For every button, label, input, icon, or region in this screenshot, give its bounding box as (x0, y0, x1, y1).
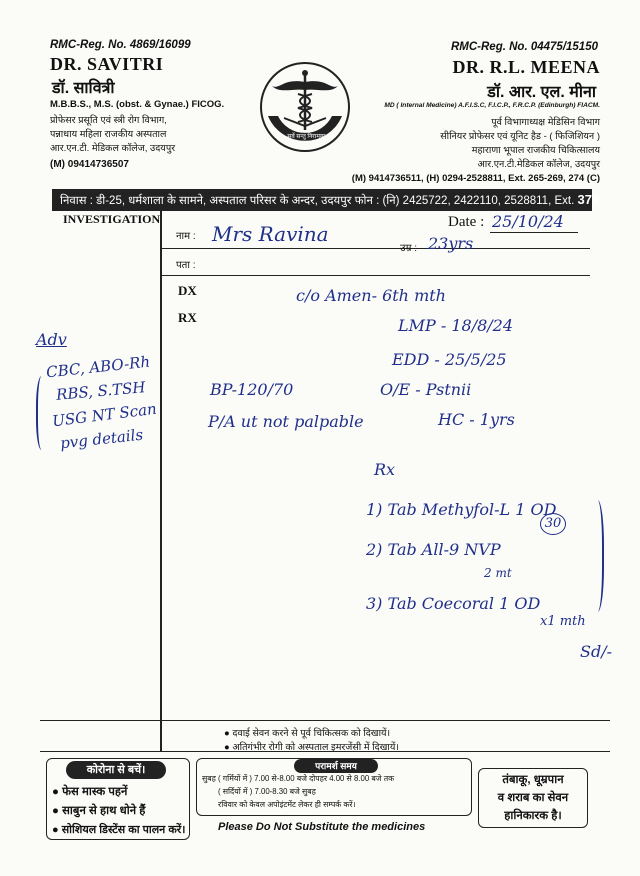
hw-medicine-3-note: x1 mth (540, 614, 586, 629)
note-1-text: दवाई सेवन करने से पूर्व चिकित्सक को दिखायें। (232, 728, 391, 739)
right-designation-4: आर.एन.टी.मेडिकल कॉलेज, उदयपुर (477, 159, 600, 170)
investigation-divider (160, 211, 162, 751)
hw-hc: HC - 1yrs (438, 410, 515, 429)
right-phone-numbers: (M) 9414736511, (H) 0294-2528811, Ext. 265-269, 274 (C) (351, 173, 600, 184)
hw-rx-mark: Rx (374, 460, 396, 479)
tobacco-line-2: व शराब का सेवन (497, 792, 569, 804)
hw-medicine-2: 2) Tab All-9 NVP (366, 540, 501, 559)
consultation-line-2: ( सर्दियों में ) 7.00-8.30 बजे सुबह (218, 787, 316, 796)
hw-investigation-3: USG NT Scan (51, 399, 158, 431)
right-reg-number: RMC-Reg. No. 04475/15150 (450, 41, 598, 53)
hw-lmp: LMP - 18/8/24 (398, 316, 514, 335)
right-qualifications: MD ( Internal Medicine) A.F.I.S.C, F.I.C.P., F.R.C.P. (Edinburgh) FIACM. (384, 102, 600, 109)
hw-patient-name: Mrs Ravina (212, 222, 329, 246)
address-ext: 379 (577, 192, 600, 207)
consultation-line-1: सुबह ( गर्मियों में ) 7.00 से-8.00 बजे दोपहर 4.00 से 8.00 बजे तक (202, 774, 395, 783)
hw-oe: O/E - Pstnii (380, 380, 472, 399)
right-designation-3: महाराणा भूपाल राजकीय चिकित्सालय (471, 145, 600, 156)
right-designation-2: सीनियर प्रोफेसर एवं यूनिट हैड - ( फिजिशियन ) (440, 131, 600, 142)
left-designation-2: पन्नाधाय महिला राजकीय अस्पताल (50, 129, 167, 140)
hw-medicine-1-qty: 30 (540, 513, 566, 535)
note-1: ● दवाई सेवन करने से पूर्व चिकित्सक को दिखायें। (224, 728, 391, 739)
corona-title: कोरोना से बचें। (66, 761, 166, 779)
hw-investigation-1: CBC, ABO-Rh (45, 352, 151, 382)
right-designation-1: पूर्व विभागाध्यक्ष मेडिसिन विभाग (491, 117, 600, 128)
rx-label: RX (178, 310, 197, 325)
left-qualifications: M.B.B.S., M.S. (obst. & Gynae.) FICOG. (50, 99, 225, 110)
note-2: ● अतिगंभीर रोगी को अस्पताल इमरजेंसी में दिखायें। (224, 742, 400, 753)
hw-medicine-1: 1) Tab Methyfol-L 1 OD (366, 500, 557, 519)
corona-item-3: ● सोशियल डिस्टेंस का पालन करें। (52, 824, 186, 836)
hw-pa: P/A ut not palpable (208, 412, 364, 431)
tobacco-line-1: तंबाकू, धूम्रपान (502, 774, 564, 786)
hw-complaint: c/o Amen- 6th mth (296, 286, 446, 305)
date-label: Date : (448, 214, 485, 230)
address-bar (52, 189, 600, 211)
left-reg-number: RMC-Reg. No. 4869/16099 (50, 39, 191, 51)
note-2-text: अतिगंभीर रोगी को अस्पताल इमरजेंसी में दिखायें। (232, 742, 400, 753)
logo-motto: सर्वे सन्तु निरामया: (287, 134, 327, 140)
footer-top-line (40, 720, 610, 721)
name-label: नाम : (176, 231, 196, 242)
right-doctor-name-en: DR. R.L. MEENA (452, 57, 600, 77)
address-line (162, 275, 590, 276)
hw-duration-bracket (588, 500, 604, 612)
corona-item-1: ● फेस मास्क पहनें (52, 786, 128, 798)
dx-label: DX (178, 283, 197, 298)
hw-advice: Adv (36, 330, 67, 349)
left-doctor-name-en: DR. SAVITRI (50, 54, 164, 74)
left-doctor-name-hi: डॉ. सावित्री (52, 80, 115, 97)
address-label: पता : (176, 260, 196, 271)
hw-bp: BP-120/70 (210, 380, 294, 399)
corona-item-2: ● साबुन से हाथ धोने हैं (52, 805, 146, 817)
hw-bracket (36, 376, 50, 450)
left-designation-3: आर.एन.टी. मेडिकल कॉलेज, उदयपुर (50, 143, 176, 154)
hw-medicine-3: 3) Tab Coecoral 1 OD (366, 594, 541, 613)
corona-item-2-text: साबुन से हाथ धोने हैं (62, 805, 146, 817)
hw-date: 25/10/24 (492, 212, 564, 231)
address-text: निवास : डी-25, धर्मशाला के सामने, अस्पताल परिसर के अन्दर, उदयपुर फोन : (नि) 2425722, 2422110, 2528811, Ext. (60, 195, 575, 207)
investigation-heading: INVESTIGATION (63, 212, 161, 226)
tobacco-line-3: हानिकारक है। (504, 810, 562, 822)
hw-edd: EDD - 25/5/25 (392, 350, 507, 369)
corona-item-1-text: फेस मास्क पहनें (62, 786, 128, 798)
left-mobile: (M) 09414736507 (50, 159, 129, 170)
left-designation-1: प्रोफेसर प्रसूति एवं स्त्री रोग विभाग, (50, 115, 167, 126)
age-label: उम्र : (400, 243, 418, 254)
hw-signature: Sd/- (580, 642, 612, 661)
hw-medicine-2-note: 2 mt (484, 566, 512, 580)
name-line (162, 248, 590, 249)
hw-investigation-4: pvg details (59, 425, 144, 453)
corona-item-3-text: सोशियल डिस्टेंस का पालन करें। (61, 824, 186, 836)
hw-age: 23yrs (428, 234, 474, 253)
hw-investigation-2: RBS, S.TSH (55, 378, 147, 404)
consultation-line-3: रविवार को केवल अपोइंटमेंट लेकर ही सम्पर्क करें। (218, 800, 356, 809)
date-line (490, 232, 578, 233)
do-not-substitute-note: Please Do Not Substitute the medicines (218, 821, 426, 833)
right-doctor-name-hi: डॉ. आर. एल. मीना (487, 84, 596, 101)
consultation-title: परामर्श समय (294, 759, 378, 773)
